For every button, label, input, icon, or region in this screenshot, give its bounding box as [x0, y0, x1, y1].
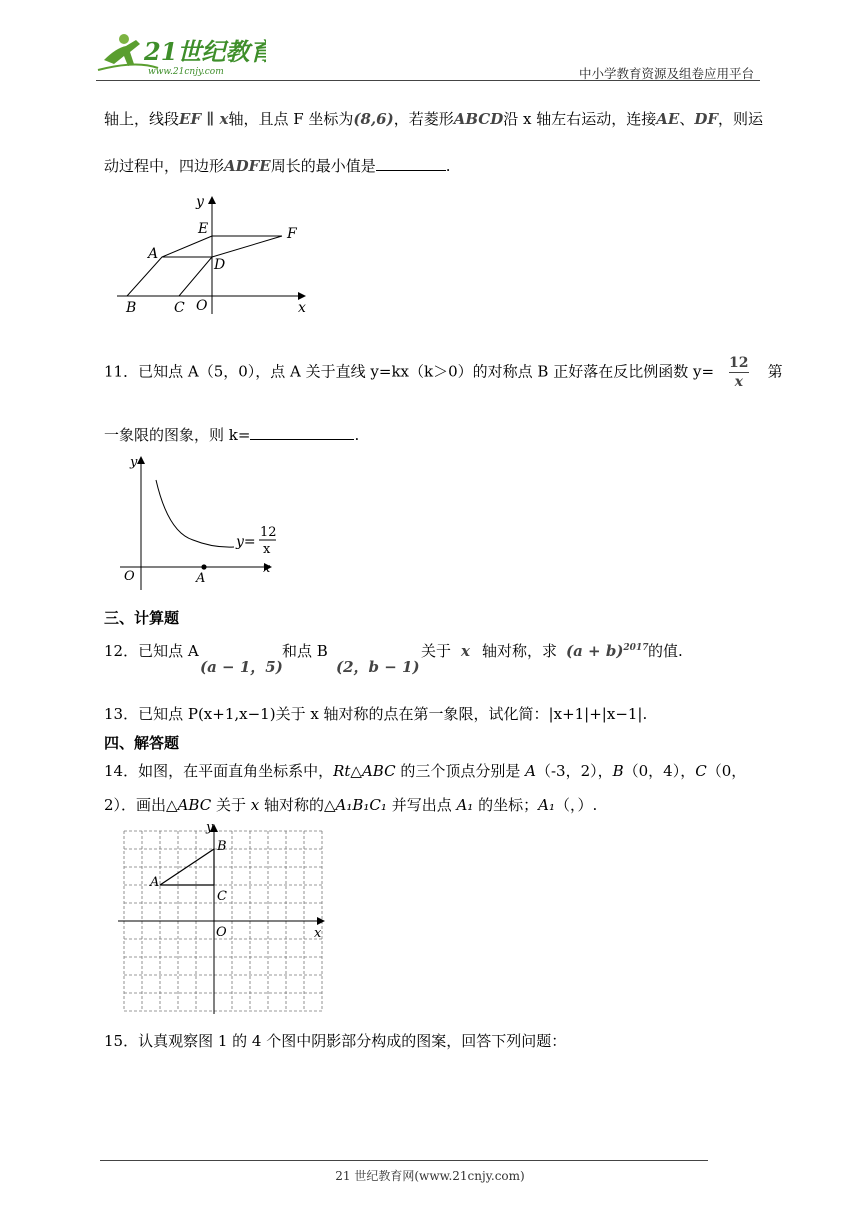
label-c: C: [174, 300, 185, 316]
header-platform-text: 中小学教育资源及组卷应用平台: [578, 66, 754, 81]
logo-url: www.21cnjy.com: [148, 67, 224, 77]
q11-hyperbola-figure: [118, 452, 288, 592]
hyperbola-curve: [156, 480, 234, 547]
answer-blank: [376, 170, 446, 171]
answer-blank: [250, 439, 354, 440]
label-y: y: [206, 822, 214, 835]
label-f: F: [287, 226, 297, 242]
label-b: B: [126, 300, 137, 316]
q12-line: 12．已知点 A (a − 1，5) 和点 B (2，b − 1) 关于 x 轴对称，求 $(a + b)^{2017}$ 的值.: [104, 642, 683, 676]
func-num: 12: [260, 525, 277, 540]
q14-line2: 2）．画出△ABC 关于 x 轴对称的△A₁B₁C₁ 并写出点 A₁ 的坐标；A₁（，）.: [104, 796, 598, 814]
label-d: D: [214, 257, 226, 273]
q13-line: 13．已知点 P(x+1,x−1)关于 x 轴对称的点在第一象限，试化简：|x+1|+|x−1|.: [104, 705, 648, 723]
q10-line1: 轴上，线段EF ∥ x轴，且点 F 坐标为(8,6)，若菱形ABCD沿 x 轴左右运动，连接AE、DF，则运: [104, 110, 764, 128]
label-y: y: [130, 455, 138, 470]
rhombus-abcd: [127, 257, 212, 296]
label-o: O: [124, 569, 135, 584]
footer-divider: [100, 1160, 708, 1161]
label-x: x: [298, 300, 306, 316]
fraction-12-over-x: $\frac{12}{x}$: [729, 355, 749, 390]
q14-grid-figure: [118, 822, 330, 1018]
label-x: x: [314, 926, 322, 941]
q10-rhombus-figure: [112, 190, 322, 320]
label-a: A: [196, 571, 206, 586]
segment-ae: [162, 236, 212, 257]
label-x: x: [263, 561, 271, 576]
logo-text: 21世纪教育: [144, 37, 266, 66]
point-a: [201, 564, 206, 569]
q14-line1: 14．如图，在平面直角坐标系中，Rt△ABC 的三个顶点分别是 A（-3，2），B（0，4），C（0，: [104, 762, 747, 780]
label-a: A: [150, 875, 160, 890]
q11-line1: 11．已知点 A（5，0），点 A 关于直线 y=kx（k＞0）的对称点 B 正好落在反比例函数 y= $\frac{12}{x}$ 第: [104, 355, 783, 390]
site-logo: [96, 30, 266, 80]
segment-df: [212, 236, 282, 257]
label-b: B: [217, 839, 227, 854]
func-label: y=: [236, 534, 256, 550]
label-c: C: [217, 889, 227, 904]
footer-text: 21 世纪教育网(www.21cnjy.com): [335, 1169, 525, 1183]
q10-line2: 动过程中，四边形ADFE周长的最小值是 .: [104, 157, 451, 175]
section-heading-3: 三、计算题: [104, 609, 180, 627]
label-o: O: [196, 298, 208, 314]
q15-line: 15．认真观察图 1 的 4 个图中阴影部分构成的图案，回答下列问题：: [104, 1032, 567, 1050]
section-heading-4: 四、解答题: [104, 734, 180, 752]
header-divider: [96, 80, 760, 81]
func-den: x: [263, 542, 271, 557]
label-e: E: [198, 221, 209, 237]
label-y: y: [196, 194, 204, 210]
q11-line2: 一象限的图象，则 k= .: [104, 426, 360, 444]
label-o: O: [216, 925, 227, 940]
label-a: A: [148, 246, 159, 262]
